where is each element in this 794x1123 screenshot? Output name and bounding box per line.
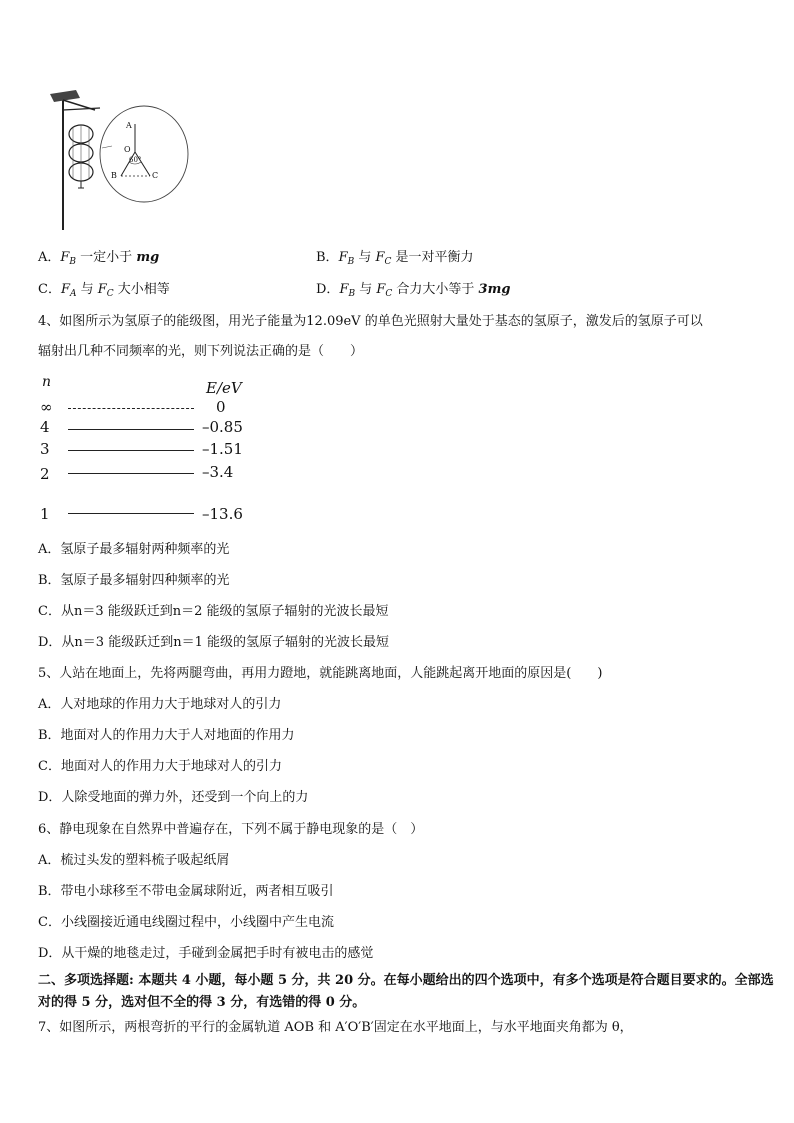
q3-option-c: C．$F_A$ 与 $F_C$ 大小相等 — [38, 282, 170, 299]
q5-stem: 5、人站在地面上，先将两腿弯曲，再用力蹬地，就能跳离地面，人能跳起离开地面的原因是( ) — [38, 666, 603, 681]
level-n-4: 4 — [40, 418, 50, 436]
q4-option-d: D．从n＝3 能级跃迁到n＝1 能级的氢原子辐射的光波长最短 — [38, 635, 389, 650]
q6-option-a: A．梳过头发的塑料梳子吸起纸屑 — [38, 853, 230, 868]
label-angle: 60° — [129, 156, 142, 164]
q4-option-b: B．氢原子最多辐射四种频率的光 — [38, 573, 230, 588]
level-n-inf: ∞ — [40, 398, 53, 416]
q7-stem: 7、如图所示，两根弯折的平行的金属轨道 AOB 和 A′O′B′固定在水平地面上，与水平地面夹角都为 θ， — [38, 1020, 633, 1035]
level-line-4 — [68, 429, 194, 430]
section-2-heading: 二、多项选择题: 本题共 4 小题，每小题 5 分，共 20 分。在每小题给出的四个选项中，有多个选项是符合题目要求的。全部选对的得 5 分，选对但不全的得 3 分，有选错的得 0 分。 — [38, 973, 774, 1010]
level-n-1: 1 — [40, 505, 50, 523]
q5-option-a: A．人对地球的作用力大于地球对人的引力 — [38, 697, 282, 712]
label-O: O — [124, 145, 131, 154]
q6-stem: 6、静电现象在自然界中普遍存在，下列不属于静电现象的是（ ） — [38, 822, 424, 837]
q6-option-b: B．带电小球移至不带电金属球附近，两者相互吸引 — [38, 884, 334, 899]
q5-option-b: B．地面对人的作用力大于人对地面的作用力 — [38, 728, 295, 743]
level-e-3: –1.51 — [202, 440, 243, 458]
level-line-2 — [68, 473, 194, 474]
level-line-3 — [68, 450, 194, 451]
q5-option-c: C．地面对人的作用力大于地球对人的引力 — [38, 759, 282, 774]
level-e-inf: 0 — [216, 398, 226, 416]
level-e-1: –13.6 — [202, 505, 243, 523]
q3-option-b: B．$F_B$ 与 $F_C$ 是一对平衡力 — [316, 250, 474, 267]
label-B: B — [111, 171, 117, 180]
level-n-3: 3 — [40, 440, 50, 458]
q5-option-d: D．人除受地面的弹力外，还受到一个向上的力 — [38, 790, 309, 805]
label-A: A — [126, 121, 132, 130]
q4-stem-line1: 4、如图所示为氢原子的能级图，用光子能量为12.09eV 的单色光照射大量处于基态的氢原子，激发后的氢原子可以 — [38, 314, 703, 329]
q6-option-d: D．从干燥的地毯走过，手碰到金属把手时有被电击的感觉 — [38, 946, 374, 961]
lamp-force-figure — [40, 88, 200, 233]
level-line-inf — [68, 408, 194, 409]
n-header: n — [42, 374, 52, 390]
level-n-2: 2 — [40, 465, 50, 483]
q3-option-d: D．$F_B$ 与 $F_C$ 合力大小等于 3mg — [316, 282, 511, 299]
level-line-1 — [68, 513, 194, 514]
q4-option-a: A．氢原子最多辐射两种频率的光 — [38, 542, 230, 557]
q4-stem-line2: 辐射出几种不同频率的光，则下列说法正确的是（ ） — [38, 344, 364, 359]
q4-option-c: C．从n＝3 能级跃迁到n＝2 能级的氢原子辐射的光波长最短 — [38, 604, 389, 619]
level-e-4: –0.85 — [202, 418, 243, 436]
level-e-2: –3.4 — [202, 463, 234, 481]
e-header: E/eV — [206, 379, 242, 397]
label-C: C — [152, 171, 159, 180]
q6-option-c: C．小线圈接近通电线圈过程中，小线圈中产生电流 — [38, 915, 334, 930]
q3-option-a: A．$F_B$ 一定小于 mg — [38, 250, 160, 267]
